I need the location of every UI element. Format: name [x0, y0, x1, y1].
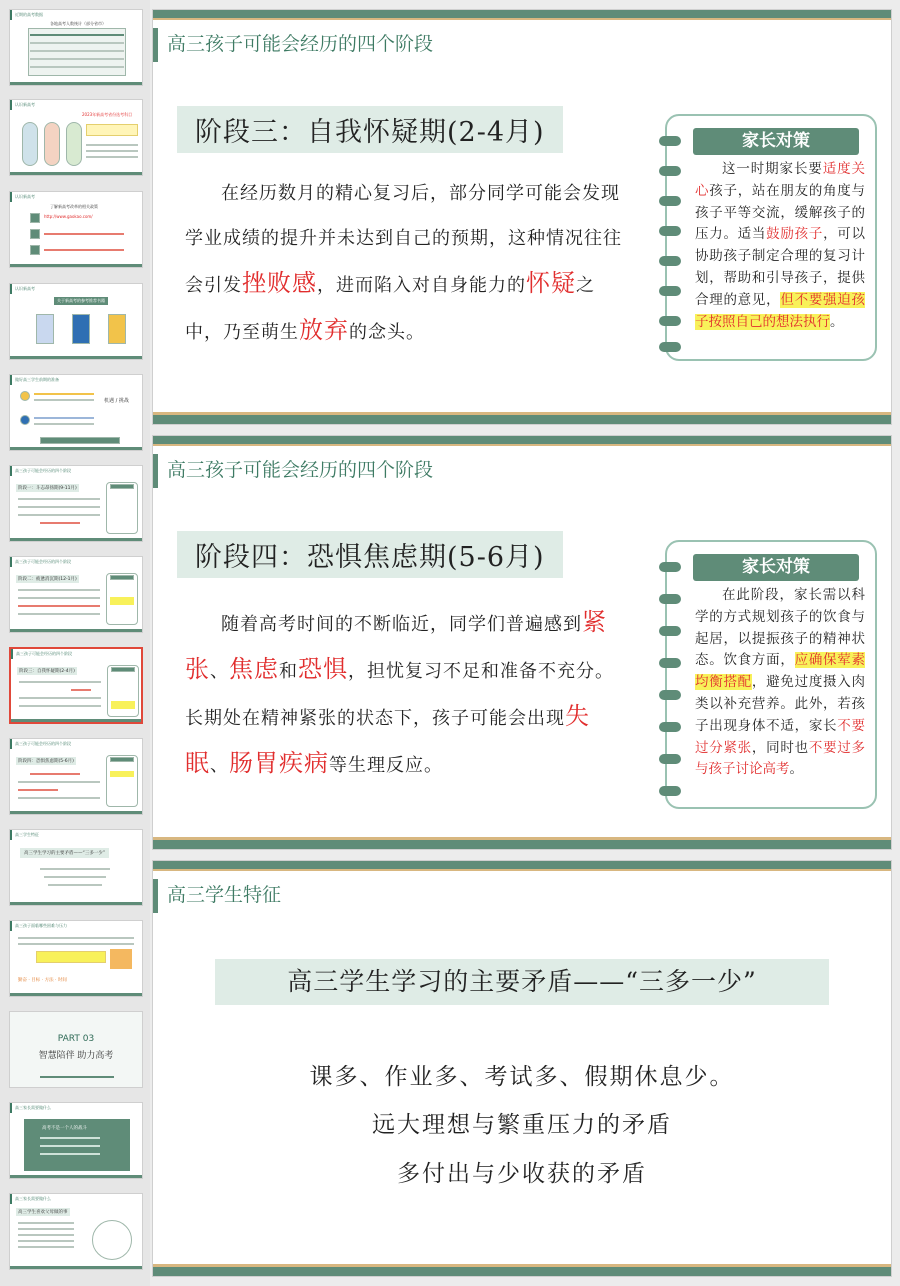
feature-line: 远大理想与繁重压力的矛盾: [372, 1112, 672, 1138]
thumbnail-caption: 近期的高考数据: [10, 10, 142, 20]
marked-highlight: 但不要强迫孩子按照自己的想法执行: [695, 291, 866, 330]
parent-strategy-card: [665, 114, 877, 361]
thumbnail-link: http://www.gaokao.com/: [44, 214, 93, 219]
keyword-highlight: 放弃: [299, 316, 349, 344]
thumbnail-caption: 高三家长需要做什么: [10, 1194, 142, 1204]
thumbnail-label: 高三学生喜欢父母做的事: [18, 1210, 68, 1215]
marked-highlight: 应确保荤素均衡搭配: [695, 652, 866, 691]
slide-student-features: [152, 860, 892, 1277]
slide-thumbnail-1[interactable]: [9, 9, 143, 86]
thumbnail-caption: 高三孩子可能会经历的四个阶段: [10, 739, 142, 749]
slide-thumbnail-13[interactable]: [9, 1102, 143, 1179]
stage-description: [185, 600, 625, 788]
keyword-highlight: 肠胃疾病: [229, 749, 329, 777]
slide-thumbnail-14[interactable]: [9, 1193, 143, 1270]
text-run: 孩子，站在朋友的角度与孩子平等交流，缓解孩子的压力。适当: [695, 182, 866, 243]
thumbnail-sublabel: 智慧陪伴 助力高考: [38, 1051, 114, 1061]
keyword-highlight: 鼓励孩子: [766, 226, 824, 243]
parent-strategy-card: [665, 540, 877, 809]
text-run: 在此阶段，家长需以科学的方式规划孩子的饮食与起居，以提振孩子的精神状态。饮食方面，: [695, 587, 865, 669]
text-run: 这一时期家长要: [722, 161, 823, 177]
text-run: 之中，乃至萌生: [185, 275, 595, 343]
feature-line: 多付出与少收获的矛盾: [397, 1161, 647, 1187]
slide-title: 高三孩子可能会经历的四个阶段: [167, 33, 434, 55]
thumbnail-caption: 高三孩子可能会经历的四个阶段: [10, 466, 142, 476]
slide-thumbnail-4[interactable]: [9, 283, 143, 360]
slide-thumbnail-2[interactable]: [9, 99, 143, 176]
parent-strategy-text: [695, 159, 865, 333]
feature-line: 课多、作业多、考试多、假期休息少。: [309, 1064, 735, 1090]
thumbnail-caption: 高三学生特征: [10, 830, 142, 840]
thumbnail-caption: 高三孩子可能会经历的四个阶段: [11, 649, 141, 659]
keyword-highlight: 适度关心: [695, 161, 866, 199]
slide-stage-four: [152, 435, 892, 850]
keyword-highlight: 怀疑: [526, 269, 576, 297]
slide-thumbnail-9[interactable]: [9, 738, 143, 815]
title-accent-bar: [153, 28, 158, 62]
keyword-highlight: 挫败感: [242, 269, 317, 297]
keyword-highlight: 恐惧: [298, 655, 348, 683]
slide-thumbnail-3[interactable]: [9, 191, 143, 268]
keyword-highlight: 紧张: [185, 608, 607, 683]
title-accent-bar: [153, 879, 158, 913]
thumbnail-label: 阶段四：恐惧焦虑期(5-6月): [18, 759, 74, 764]
keyword-highlight: 不要过分紧张: [695, 717, 866, 756]
text-run: ，避免过度摄入肉类以补充营养。此外，若孩子出现身体不适，家长: [695, 674, 866, 734]
thumbnail-caption: 高三家长需要做什么: [10, 1103, 142, 1113]
slide-thumbnail-12[interactable]: [9, 1011, 143, 1088]
thumbnail-label: 高考不是一个人的战斗: [42, 1126, 87, 1131]
stage-heading: 阶段三：自我怀疑期(2-4月): [177, 106, 563, 153]
main-contradiction-heading: 高三学生学习的主要矛盾——“三多一少”: [215, 959, 829, 1005]
slide-title: 高三学生特征: [167, 884, 282, 906]
slide-thumbnail-6[interactable]: [9, 465, 143, 542]
thumbnail-caption: 做好高三学生前期的准备: [10, 375, 142, 385]
thumbnail-label: PART 03: [57, 1034, 95, 1044]
parent-strategy-text: [695, 585, 865, 781]
thumbnail-label: 各地高考人数统计（部分省市）: [50, 21, 106, 26]
thumbnail-label: 勤奋 · 目标 · 方法 · 时间: [18, 978, 67, 983]
thumbnail-caption: 高三孩子面临哪些困难与压力: [10, 921, 142, 931]
thumbnail-label: 阶段二：疲惫消沉期(12-1月): [18, 577, 77, 582]
text-run: 。: [830, 313, 844, 330]
text-run: 在经历数月的精心复习后，部分同学可能会发现学业成绩的提升并未达到自己的预期，这种情况往往会引发: [185, 183, 622, 296]
keyword-highlight: 不要过多与孩子讨论高考: [695, 739, 866, 778]
text-run: ，可以协助孩子制定合理的复习计划，帮助和引导孩子，提供合理的意见，: [695, 226, 866, 308]
title-accent-bar: [153, 454, 158, 488]
thumbnail-label: 关于新高考的参考推荐书籍: [54, 297, 108, 305]
slide-thumbnail-5[interactable]: [9, 374, 143, 451]
thumbnail-caption: 高三孩子可能会经历的四个阶段: [10, 557, 142, 567]
thumbnail-label: 阶段三：自我怀疑期(2-4月): [19, 669, 75, 674]
text-run: 。: [789, 761, 803, 778]
slide-thumbnail-panel: [0, 0, 150, 1286]
stage-heading: 阶段四：恐惧焦虑期(5-6月): [177, 531, 563, 578]
text-run: 和: [279, 661, 298, 682]
parent-strategy-heading: 家长对策: [693, 554, 859, 581]
slide-stage-three: [152, 9, 892, 425]
thumbnail-caption: 认识新高考: [10, 100, 142, 110]
slide-thumbnail-10[interactable]: [9, 829, 143, 906]
text-run: 等生理反应。: [329, 755, 443, 776]
stage-description: [185, 171, 625, 355]
text-run: 、: [210, 661, 229, 682]
slide-thumbnail-8-selected[interactable]: [9, 647, 143, 724]
slide-title: 高三孩子可能会经历的四个阶段: [167, 459, 434, 481]
slide-thumbnail-7[interactable]: [9, 556, 143, 633]
thumbnail-label: 机遇 / 挑战: [104, 398, 129, 404]
text-run: 、: [210, 755, 229, 776]
text-run: ，同时也: [751, 739, 809, 756]
thumbnail-label: 高三学生学习的主要矛盾——“三多一少”: [20, 848, 109, 858]
thumbnail-caption: 认识新高考: [10, 192, 142, 202]
parent-strategy-heading: 家长对策: [693, 128, 859, 155]
thumbnail-label: 了解新高考改革的相关政策: [50, 204, 98, 209]
thumbnail-label: 2023年新高考省份选考科目: [82, 112, 133, 117]
text-run: ，担忧复习不足和准备不充分。长期处在精神紧张的状态下，孩子可能会出现: [185, 661, 614, 729]
thumbnail-label: 阶段一：斗志昂扬期(9-11月): [18, 486, 77, 491]
keyword-highlight: 焦虑: [229, 655, 279, 683]
keyword-highlight: 失眠: [185, 702, 590, 777]
thumbnail-caption: 认识新高考: [10, 284, 142, 294]
text-run: 的念头。: [349, 322, 425, 343]
slide-thumbnail-11[interactable]: [9, 920, 143, 997]
text-run: ，进而陷入对自身能力的: [317, 275, 526, 296]
text-run: 随着高考时间的不断临近，同学们普遍感到: [221, 614, 582, 635]
